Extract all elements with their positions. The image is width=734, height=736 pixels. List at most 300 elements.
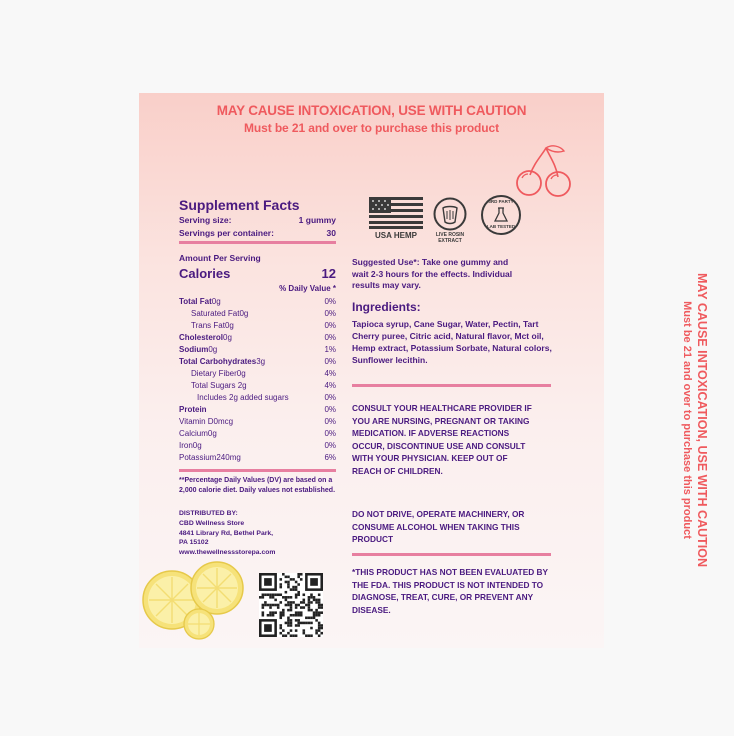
lemon-slice — [184, 609, 214, 639]
warning-headline: MAY CAUSE INTOXICATION, USE WITH CAUTION — [216, 103, 527, 118]
nutrient-label: Cholesterol — [179, 333, 224, 342]
calories-value: 12 — [321, 266, 336, 281]
qr-module — [295, 619, 298, 622]
nutrient-amount: 0g — [211, 297, 221, 306]
qr-module — [318, 629, 321, 632]
nutrient-daily-value: 0% — [324, 441, 336, 450]
qr-module — [264, 593, 267, 596]
nutrient-daily-value: 1% — [324, 345, 336, 354]
nutrient-row — [179, 381, 336, 390]
qr-module — [295, 581, 298, 584]
qr-module — [313, 617, 316, 620]
servings-value: 30 — [326, 228, 336, 238]
qr-module — [285, 596, 288, 599]
nutrient-daily-value: 0% — [324, 393, 336, 402]
qr-module — [310, 617, 313, 620]
qr-module — [295, 629, 298, 632]
qr-module — [290, 588, 293, 591]
qr-module — [287, 622, 290, 625]
nutrient-amount: 0g — [224, 321, 234, 330]
qr-module — [272, 604, 275, 607]
qr-module — [320, 632, 323, 635]
distributor-block — [179, 509, 344, 558]
qr-module — [282, 629, 285, 632]
qr-module — [313, 611, 316, 614]
qr-module — [292, 586, 295, 589]
nutrient-daily-value: 0% — [324, 429, 336, 438]
qr-module — [269, 606, 272, 609]
qr-module — [287, 583, 290, 586]
qr-module — [310, 609, 313, 612]
qr-module — [305, 617, 308, 620]
qr-module — [287, 581, 290, 584]
qr-module — [269, 611, 272, 614]
nutrient-daily-value: 0% — [324, 309, 336, 318]
nutrient-name — [179, 333, 232, 342]
divider — [179, 469, 336, 472]
qr-module — [297, 591, 300, 594]
suggested-use: Suggested Use*: Take one gummy and wait 2-3 hours for the effects. Individual results may vary. — [352, 257, 513, 290]
qr-module — [313, 596, 316, 599]
qr-module — [308, 609, 311, 612]
nutrient-label: Total Carbohydrates — [179, 357, 257, 366]
qr-module — [264, 604, 267, 607]
qr-module — [287, 576, 290, 579]
qr-module — [290, 619, 293, 622]
nutrient-name — [179, 429, 217, 438]
distributor-label: DISTRIBUTED BY: — [179, 510, 238, 517]
qr-module — [282, 609, 285, 612]
nutrient-name — [179, 357, 265, 366]
qr-module — [318, 599, 321, 602]
qr-module — [318, 611, 321, 614]
live-rosin-line-1: LIVE ROSIN — [435, 232, 465, 238]
nutrient-row — [179, 357, 336, 366]
qr-module — [267, 593, 270, 596]
qr-module — [277, 604, 280, 607]
serving-size-value: 1 gummy — [298, 215, 336, 225]
qr-module — [287, 624, 290, 627]
qr-module — [305, 604, 308, 607]
qr-module — [279, 583, 282, 586]
qr-module — [308, 606, 311, 609]
qr-module — [297, 624, 300, 627]
nutrient-amount: 0mcg — [213, 417, 234, 426]
qr-module — [320, 611, 323, 614]
qr-module — [308, 617, 311, 620]
lab-tested-bottom-text: LAB TESTED — [486, 224, 516, 229]
qr-module — [285, 622, 288, 625]
qr-module — [272, 596, 275, 599]
qr-module — [297, 583, 300, 586]
nutrient-name — [179, 345, 217, 354]
qr-module — [300, 611, 303, 614]
qr-module — [308, 599, 311, 602]
qr-module — [259, 596, 262, 599]
qr-module — [279, 614, 282, 617]
qr-finder — [264, 624, 272, 632]
lab-tested-top-text: 3RD PARTY — [488, 199, 514, 204]
qr-module — [290, 614, 293, 617]
qr-module — [290, 624, 293, 627]
qr-module — [318, 627, 321, 630]
nutrient-amount: 0g — [236, 369, 246, 378]
qr-module — [279, 586, 282, 589]
usa-hemp-label: USA HEMP — [375, 231, 417, 240]
qr-module — [318, 622, 321, 625]
qr-module — [290, 601, 293, 604]
qr-module — [310, 593, 313, 596]
qr-module — [262, 606, 265, 609]
nutrient-amount: 0g — [208, 345, 218, 354]
qr-module — [297, 573, 300, 576]
lemon-slice — [191, 562, 243, 614]
qr-module — [282, 634, 285, 637]
qr-module — [320, 604, 323, 607]
nutrient-name — [179, 381, 247, 390]
no-drive-warning: DO NOT DRIVE, OPERATE MACHINERY, OR CONSUME ALCOHOL WHEN TAKING THIS PRODUCT — [352, 509, 525, 544]
ingredients-title: Ingredients: — [352, 300, 421, 314]
qr-module — [287, 586, 290, 589]
nutrient-amount: 0g — [192, 441, 202, 450]
consult-warning: CONSULT YOUR HEALTHCARE PROVIDER IF YOU ARE NURSING, PREGNANT OR TAKING MEDICATION. IF ADVERSE REACTIONS OCCUR, DISCONTINUE USE AND CONSULT WITH YOUR PHYSICIAN. KEEP OUT OF REACH OF CHILDREN. — [352, 403, 532, 476]
qr-module — [318, 634, 321, 637]
usa-hemp-flag-icon — [369, 197, 423, 229]
qr-module — [297, 593, 300, 596]
nutrient-daily-value: 0% — [324, 357, 336, 366]
nutrient-label: Potassium — [179, 453, 217, 462]
daily-value-footnote: **Percentage Daily Values (DV) are based on a 2,000 calorie diet. Daily values not established. — [179, 477, 336, 494]
qr-module — [295, 624, 298, 627]
qr-finder — [310, 578, 318, 586]
nutrient-name — [179, 309, 248, 318]
fda-disclaimer: *THIS PRODUCT HAS NOT BEEN EVALUATED BY THE FDA. THIS PRODUCT IS NOT INTENDED TO DIAGNOSE, TREAT, CURE, OR PREVENT ANY DISEASE. — [352, 567, 548, 615]
amount-per-serving — [179, 253, 336, 263]
divider — [352, 553, 551, 556]
nutrient-name — [179, 417, 233, 426]
distributor-website: www.thewellnessstorepa.com — [179, 549, 276, 557]
nutrient-name — [179, 321, 234, 330]
qr-module — [300, 578, 303, 581]
ingredients-list: Tapioca syrup, Cane Sugar, Water, Pectin, Tart Cherry puree, Citric acid, Natural flavor, Mct oil, Hemp extract, Potassium Sorbate, Natural colors, Sunflower lecithin. — [352, 319, 552, 365]
nutrient-daily-value: 0% — [324, 297, 336, 306]
qr-module — [295, 588, 298, 591]
qr-module — [279, 578, 282, 581]
qr-module — [279, 632, 282, 635]
nutrient-daily-value: 6% — [324, 453, 336, 462]
qr-module — [285, 599, 288, 602]
qr-module — [308, 634, 311, 637]
qr-module — [282, 611, 285, 614]
live-rosin-icon — [433, 197, 467, 231]
nutrient-daily-value: 0% — [324, 333, 336, 342]
nutrient-amount: 0g — [239, 309, 249, 318]
qr-module — [303, 601, 306, 604]
qr-module — [269, 604, 272, 607]
qr-module — [292, 614, 295, 617]
nutrient-row — [179, 429, 336, 438]
serving-size-row — [179, 215, 336, 225]
qr-module — [295, 611, 298, 614]
qr-module — [274, 611, 277, 614]
qr-module — [295, 593, 298, 596]
qr-module — [303, 632, 306, 635]
nutrient-label: Protein — [179, 405, 207, 414]
qr-module — [297, 614, 300, 617]
qr-module — [282, 573, 285, 576]
nutrient-daily-value: 0% — [324, 417, 336, 426]
qr-module — [290, 609, 293, 612]
divider — [179, 241, 336, 244]
qr-module — [290, 604, 293, 607]
nutrient-row — [179, 405, 336, 414]
nutrient-row — [179, 393, 336, 402]
nutrient-daily-value: 4% — [324, 381, 336, 390]
qr-module — [315, 614, 318, 617]
qr-module — [287, 632, 290, 635]
qr-module — [282, 596, 285, 599]
vertical-warning-headline: MAY CAUSE INTOXICATION, USE WITH CAUTION — [695, 272, 709, 567]
amount-per-serving-label: Amount Per Serving — [179, 253, 261, 263]
qr-module — [295, 604, 298, 607]
nutrient-name — [179, 441, 202, 450]
qr-module — [267, 614, 270, 617]
qr-module — [295, 596, 298, 599]
qr-module — [262, 604, 265, 607]
qr-module — [310, 596, 313, 599]
cherry-icon — [512, 145, 576, 197]
nutrient-label: Trans Fat — [191, 321, 225, 330]
qr-module — [290, 634, 293, 637]
qr-module — [318, 624, 321, 627]
qr-module — [318, 601, 321, 604]
qr-module — [262, 596, 265, 599]
qr-module — [320, 627, 323, 630]
qr-module — [300, 573, 303, 576]
qr-module — [295, 614, 298, 617]
qr-module — [272, 593, 275, 596]
nutrient-amount: 240mg — [216, 453, 241, 462]
qr-module — [297, 611, 300, 614]
nutrient-row — [179, 309, 336, 318]
qr-module — [274, 593, 277, 596]
qr-module — [310, 622, 313, 625]
nutrient-row — [179, 441, 336, 450]
nutrient-daily-value: 0% — [324, 405, 336, 414]
nutrient-name — [179, 297, 221, 306]
nutrient-row — [179, 333, 336, 342]
qr-module — [318, 593, 321, 596]
qr-finder — [264, 578, 272, 586]
qr-module — [303, 593, 306, 596]
qr-module — [269, 596, 272, 599]
qr-module — [279, 611, 282, 614]
qr-module — [318, 604, 321, 607]
qr-module — [300, 606, 303, 609]
qr-module — [297, 604, 300, 607]
qr-module — [290, 629, 293, 632]
vertical-warning — [665, 270, 709, 570]
qr-module — [297, 622, 300, 625]
nutrient-name — [179, 453, 241, 462]
nutrient-label: Vitamin D — [179, 417, 214, 426]
nutrient-amount: 3g — [256, 357, 266, 366]
qr-module — [269, 593, 272, 596]
nutrient-row — [179, 453, 336, 462]
qr-module — [279, 627, 282, 630]
qr-module — [315, 619, 318, 622]
nutrient-row — [179, 369, 336, 378]
lab-tested-badge — [481, 195, 521, 235]
qr-module — [303, 606, 306, 609]
daily-value-header — [179, 284, 336, 293]
qr-module — [277, 593, 280, 596]
nutrient-label: Total Fat — [179, 297, 212, 306]
nutrient-name — [179, 393, 289, 402]
qr-module — [277, 606, 280, 609]
qr-module — [285, 591, 288, 594]
qr-module — [285, 634, 288, 637]
nutrient-daily-value: 4% — [324, 369, 336, 378]
vertical-age-restriction: Must be 21 and over to purchase this product — [681, 301, 693, 539]
qr-module — [315, 629, 318, 632]
qr-module — [315, 601, 318, 604]
nutrient-daily-value: 0% — [324, 321, 336, 330]
qr-module — [264, 601, 267, 604]
qr-module — [287, 596, 290, 599]
qr-module — [262, 593, 265, 596]
nutrient-name — [179, 369, 246, 378]
age-restriction-line: Must be 21 and over to purchase this product — [244, 121, 499, 135]
qr-module — [320, 606, 323, 609]
nutrient-row — [179, 297, 336, 306]
calories-row — [179, 266, 336, 281]
qr-module — [297, 619, 300, 622]
qr-module — [318, 614, 321, 617]
qr-module — [287, 609, 290, 612]
lemon-slices-image — [139, 558, 249, 643]
qr-module — [315, 632, 318, 635]
qr-module — [315, 599, 318, 602]
nutrient-label: Includes 2g added sugars — [197, 393, 289, 402]
nutrient-row — [179, 417, 336, 426]
qr-module — [274, 604, 277, 607]
qr-module — [320, 624, 323, 627]
qr-module — [262, 614, 265, 617]
calories-label: Calories — [179, 266, 231, 281]
nutrient-label: Calcium — [179, 429, 208, 438]
qr-module — [300, 601, 303, 604]
nutrient-label: Sodium — [179, 345, 209, 354]
qr-module — [287, 604, 290, 607]
qr-module — [313, 599, 316, 602]
qr-module — [272, 611, 275, 614]
qr-module — [279, 617, 282, 620]
qr-module — [287, 619, 290, 622]
nutrient-amount: 0g — [223, 333, 232, 342]
qr-code[interactable] — [259, 573, 323, 637]
qr-module — [262, 611, 265, 614]
qr-module — [305, 622, 308, 625]
qr-module — [292, 578, 295, 581]
qr-module — [315, 609, 318, 612]
qr-module — [290, 622, 293, 625]
nutrient-name — [179, 405, 207, 414]
qr-module — [313, 614, 316, 617]
qr-module — [279, 601, 282, 604]
servings-label: Servings per container: — [179, 228, 274, 238]
qr-module — [305, 634, 308, 637]
live-rosin-label — [426, 232, 474, 244]
qr-module — [290, 596, 293, 599]
qr-module — [297, 576, 300, 579]
nutrient-amount: 0g — [207, 429, 217, 438]
qr-module — [269, 614, 272, 617]
nutrient-label: Saturated Fat — [191, 309, 240, 318]
qr-module — [295, 586, 298, 589]
qr-module — [279, 624, 282, 627]
qr-module — [310, 627, 313, 630]
live-rosin-line-2: EXTRACT — [438, 238, 462, 244]
qr-module — [300, 614, 303, 617]
qr-module — [292, 588, 295, 591]
divider — [352, 384, 551, 387]
serving-size-label: Serving size: — [179, 215, 232, 225]
qr-module — [315, 611, 318, 614]
distributor-name: CBD Wellness Store — [179, 519, 245, 527]
qr-module — [285, 604, 288, 607]
qr-module — [290, 578, 293, 581]
nutrient-label: Dietary Fiber — [191, 369, 237, 378]
supplement-facts-title: Supplement Facts — [179, 197, 300, 213]
nutrient-label: Total Sugars — [191, 381, 236, 390]
qr-module — [279, 593, 282, 596]
daily-value-header-label: % Daily Value * — [279, 284, 336, 293]
qr-module — [310, 634, 313, 637]
qr-module — [308, 601, 311, 604]
qr-module — [308, 604, 311, 607]
qr-module — [274, 599, 277, 602]
nutrient-label: Iron — [179, 441, 193, 450]
nutrient-amount: 2g — [235, 381, 247, 390]
qr-module — [310, 601, 313, 604]
qr-module — [290, 606, 293, 609]
qr-module — [303, 622, 306, 625]
qr-module — [267, 604, 270, 607]
qr-module — [287, 601, 290, 604]
qr-module — [287, 617, 290, 620]
qr-module — [272, 614, 275, 617]
qr-module — [318, 606, 321, 609]
qr-module — [308, 596, 311, 599]
nutrient-row — [179, 321, 336, 330]
product-label — [139, 93, 709, 648]
qr-module — [303, 599, 306, 602]
qr-module — [292, 601, 295, 604]
qr-module — [295, 606, 298, 609]
qr-module — [300, 622, 303, 625]
qr-module — [285, 581, 288, 584]
qr-module — [303, 629, 306, 632]
qr-module — [308, 622, 311, 625]
distributor-address-2: PA 15102 — [179, 539, 209, 547]
flask-icon — [493, 207, 509, 223]
nutrient-row — [179, 345, 336, 354]
qr-module — [282, 614, 285, 617]
qr-module — [295, 634, 298, 637]
qr-module — [292, 634, 295, 637]
qr-module — [285, 576, 288, 579]
